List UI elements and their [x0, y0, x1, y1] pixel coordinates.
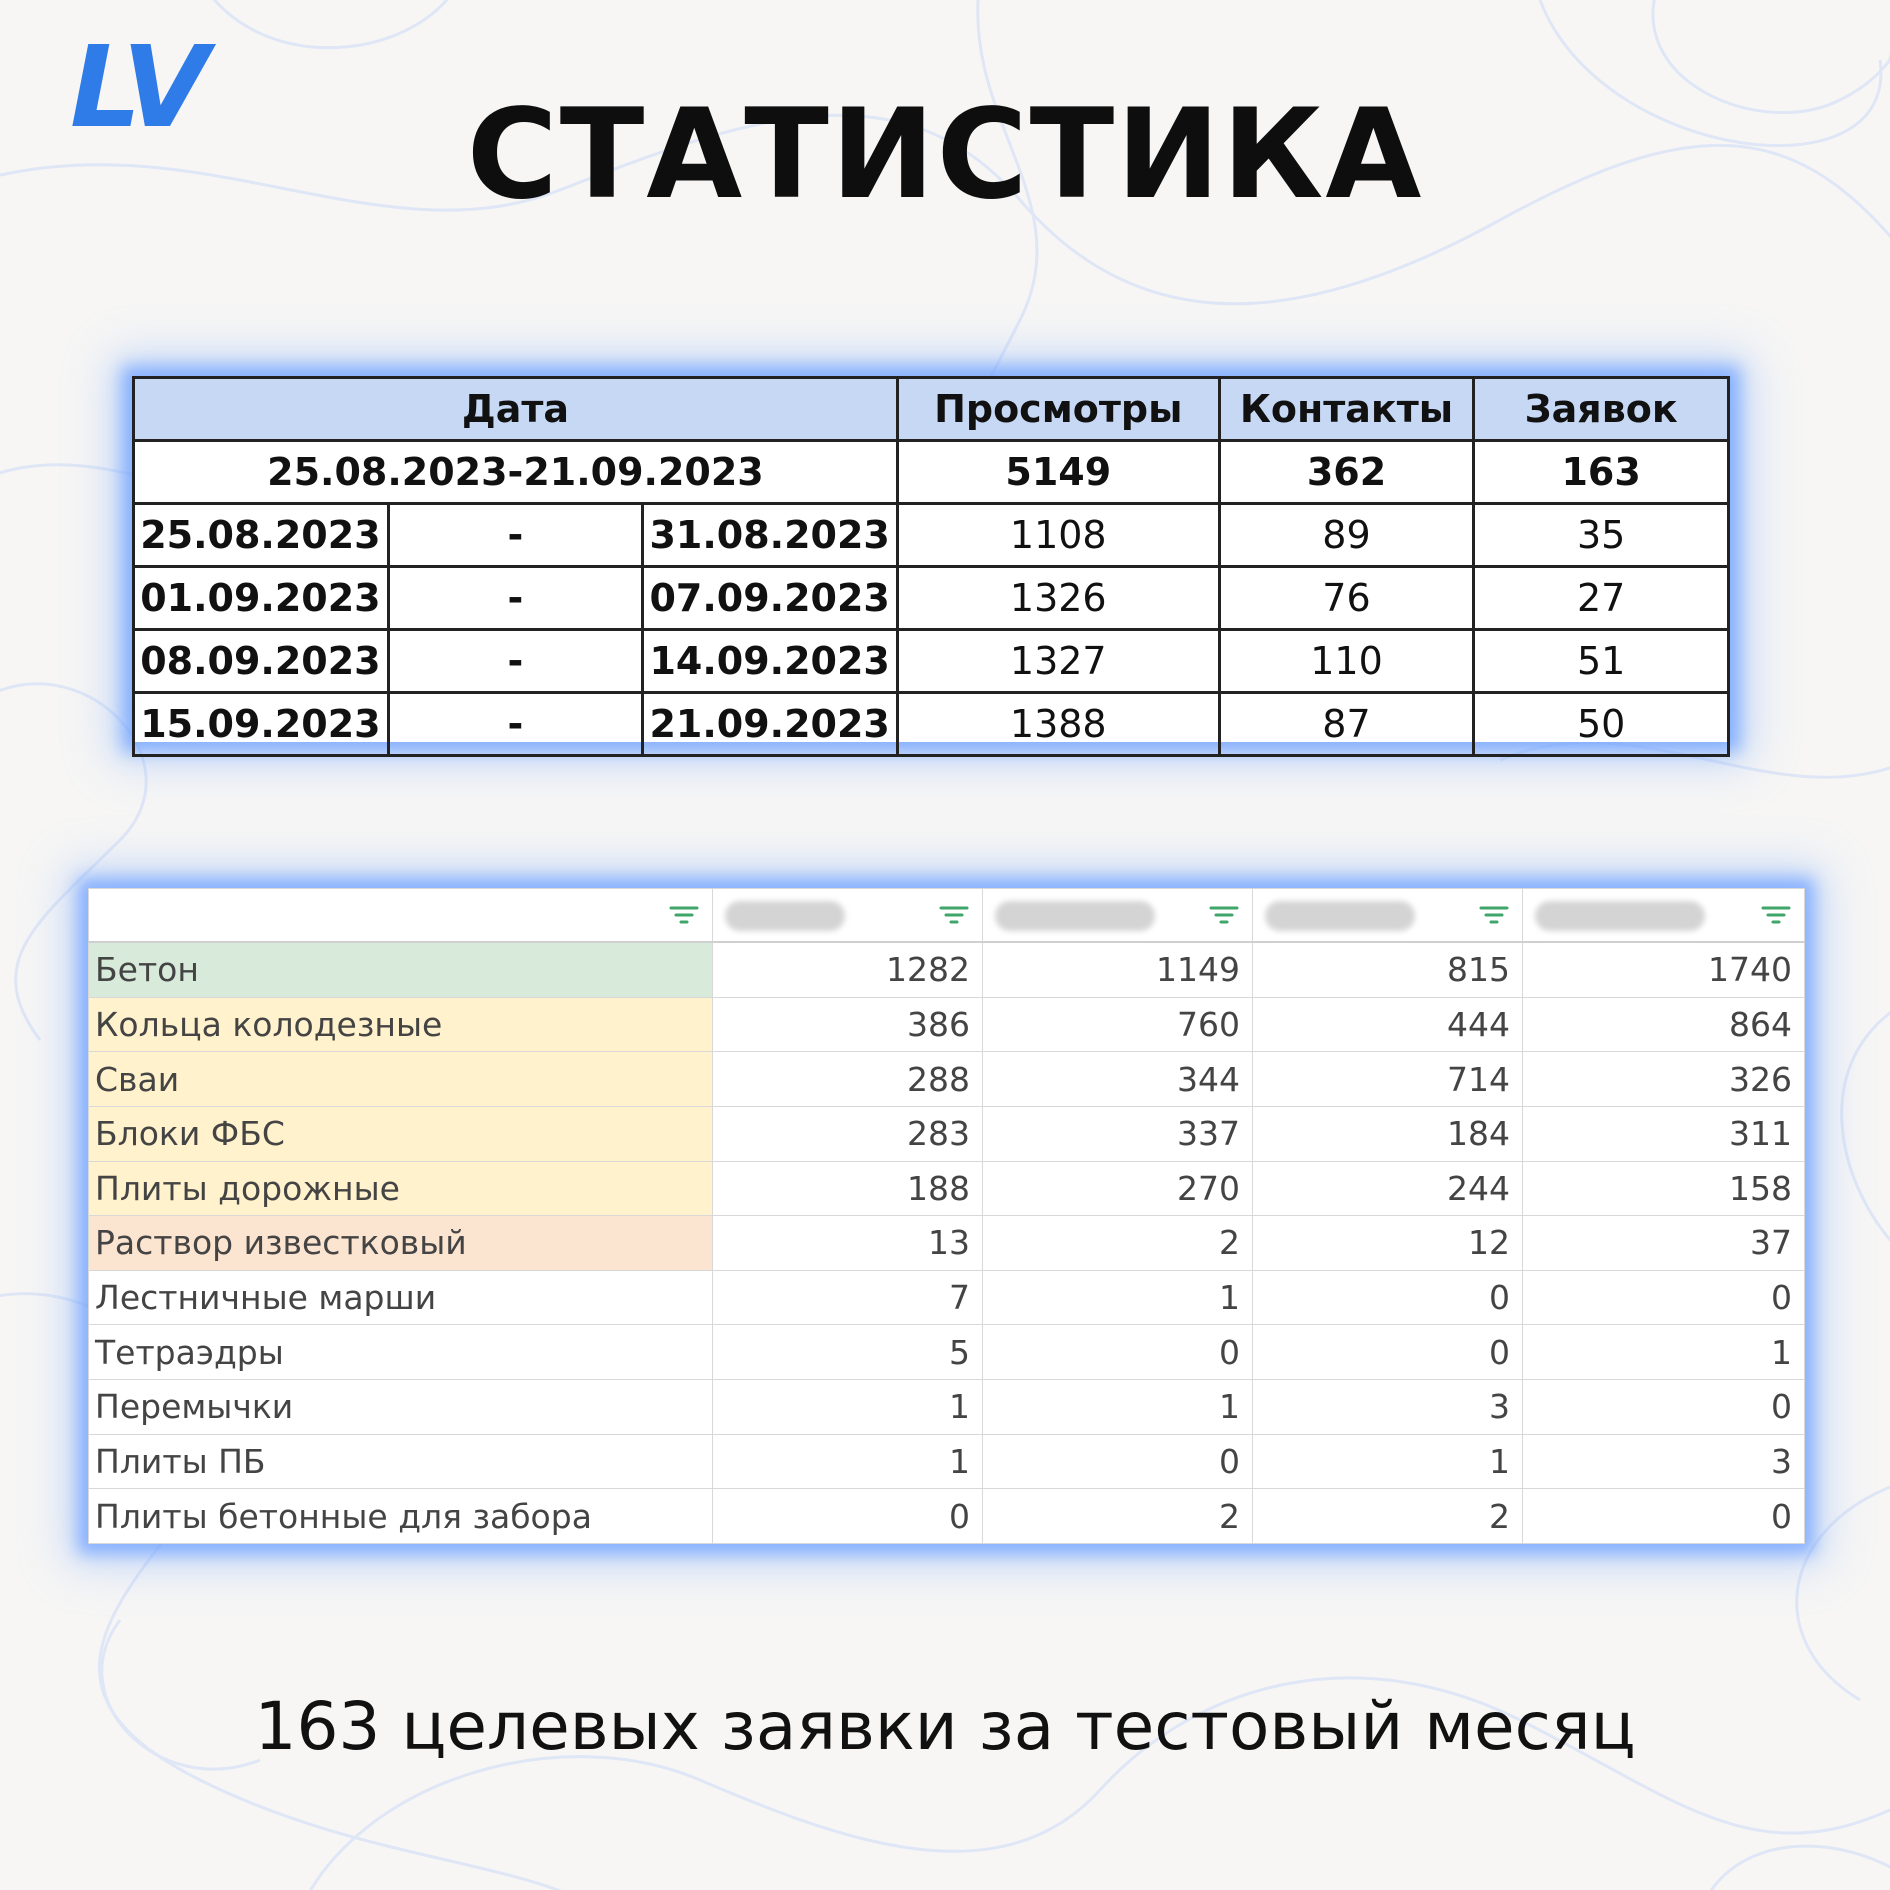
product-row: [89, 1325, 1805, 1380]
total-contacts: 362: [1219, 441, 1474, 504]
product-value: 37: [1523, 1216, 1805, 1271]
product-value: 7: [713, 1270, 983, 1325]
product-value: 1282: [713, 942, 983, 997]
week-end: 07.09.2023: [643, 567, 898, 630]
footer-caption: 163 целевых заявки за тестовый месяц: [254, 1688, 1636, 1765]
filter-icon[interactable]: [1760, 903, 1792, 927]
blurred-column-title: [1265, 901, 1415, 931]
product-name: Блоки ФБС: [89, 1106, 713, 1161]
product-row: [89, 1434, 1805, 1489]
product-name: Плиты бетонные для забора: [89, 1489, 713, 1544]
product-name: Плиты дорожные: [89, 1161, 713, 1216]
page-title: СТАТИСТИКА: [466, 83, 1424, 227]
week-requests: 50: [1474, 693, 1729, 756]
week-separator: -: [388, 504, 643, 567]
blurred-column-title: [725, 901, 845, 931]
week-views: 1388: [897, 693, 1219, 756]
product-value: 1: [983, 1270, 1253, 1325]
product-value: 2: [983, 1489, 1253, 1544]
product-name: Лестничные марши: [89, 1270, 713, 1325]
week-end: 14.09.2023: [643, 630, 898, 693]
week-start: 15.09.2023: [134, 693, 389, 756]
header-column-blurred: [983, 889, 1253, 943]
product-value: 244: [1253, 1161, 1523, 1216]
product-name: Перемычки: [89, 1380, 713, 1435]
product-value: 283: [713, 1106, 983, 1161]
product-value: 344: [983, 1052, 1253, 1107]
week-views: 1327: [897, 630, 1219, 693]
week-start: 01.09.2023: [134, 567, 389, 630]
product-name: Кольца колодезные: [89, 997, 713, 1052]
product-name: Плиты ПБ: [89, 1434, 713, 1489]
week-separator: -: [388, 567, 643, 630]
header-contacts: Контакты: [1219, 378, 1474, 441]
filter-icon[interactable]: [1208, 903, 1240, 927]
header-requests: Заявок: [1474, 378, 1729, 441]
week-views: 1108: [897, 504, 1219, 567]
product-value: 188: [713, 1161, 983, 1216]
header-column-blurred: [713, 889, 983, 943]
product-value: 184: [1253, 1106, 1523, 1161]
product-row: [89, 942, 1805, 997]
week-contacts: 89: [1219, 504, 1474, 567]
product-value: 1: [713, 1434, 983, 1489]
product-value: 2: [1253, 1489, 1523, 1544]
product-row: [89, 997, 1805, 1052]
product-value: 0: [1523, 1270, 1805, 1325]
header-column-blurred: [1523, 889, 1805, 943]
stats-week-row: [134, 567, 1729, 630]
product-name: Тетраэдры: [89, 1325, 713, 1380]
product-value: 2: [983, 1216, 1253, 1271]
product-row: [89, 1380, 1805, 1435]
total-views: 5149: [897, 441, 1219, 504]
product-value: 444: [1253, 997, 1523, 1052]
week-separator: -: [388, 630, 643, 693]
product-value: 1: [713, 1380, 983, 1435]
week-end: 21.09.2023: [643, 693, 898, 756]
filter-icon[interactable]: [668, 903, 700, 927]
products-table-card: [88, 888, 1804, 1544]
product-value: 1: [1253, 1434, 1523, 1489]
product-value: 311: [1523, 1106, 1805, 1161]
product-value: 0: [1523, 1489, 1805, 1544]
product-value: 12: [1253, 1216, 1523, 1271]
product-value: 0: [983, 1325, 1253, 1380]
products-header-row: [89, 889, 1805, 943]
product-value: 815: [1253, 942, 1523, 997]
week-start: 08.09.2023: [134, 630, 389, 693]
svg-text:LV: LV: [70, 28, 205, 140]
product-value: 0: [1253, 1325, 1523, 1380]
week-requests: 35: [1474, 504, 1729, 567]
filter-icon[interactable]: [938, 903, 970, 927]
product-value: 0: [713, 1489, 983, 1544]
product-value: 0: [1253, 1270, 1523, 1325]
blurred-column-title: [1535, 901, 1705, 931]
stats-header-row: [134, 378, 1729, 441]
week-separator: -: [388, 693, 643, 756]
week-start: 25.08.2023: [134, 504, 389, 567]
product-value: 13: [713, 1216, 983, 1271]
product-name: Раствор известковый: [89, 1216, 713, 1271]
week-requests: 27: [1474, 567, 1729, 630]
product-row: [89, 1270, 1805, 1325]
product-value: 337: [983, 1106, 1253, 1161]
week-contacts: 110: [1219, 630, 1474, 693]
week-contacts: 87: [1219, 693, 1474, 756]
product-value: 1: [983, 1380, 1253, 1435]
product-value: 288: [713, 1052, 983, 1107]
blurred-column-title: [995, 901, 1155, 931]
product-value: 1: [1523, 1325, 1805, 1380]
week-views: 1326: [897, 567, 1219, 630]
product-value: 0: [983, 1434, 1253, 1489]
product-value: 3: [1253, 1380, 1523, 1435]
product-value: 5: [713, 1325, 983, 1380]
product-value: 864: [1523, 997, 1805, 1052]
week-contacts: 76: [1219, 567, 1474, 630]
stats-table: [132, 376, 1730, 757]
product-value: 386: [713, 997, 983, 1052]
product-value: 270: [983, 1161, 1253, 1216]
header-date: Дата: [134, 378, 898, 441]
stats-table-card: [132, 376, 1730, 746]
header-product-name: [89, 889, 713, 943]
week-requests: 51: [1474, 630, 1729, 693]
product-value: 1149: [983, 942, 1253, 997]
product-row: [89, 1216, 1805, 1271]
product-value: 0: [1523, 1380, 1805, 1435]
product-row: [89, 1489, 1805, 1544]
header-views: Просмотры: [897, 378, 1219, 441]
product-value: 714: [1253, 1052, 1523, 1107]
total-requests: 163: [1474, 441, 1729, 504]
product-value: 158: [1523, 1161, 1805, 1216]
product-value: 326: [1523, 1052, 1805, 1107]
products-table: [88, 888, 1805, 1544]
product-name: Бетон: [89, 942, 713, 997]
total-period: 25.08.2023-21.09.2023: [134, 441, 898, 504]
product-value: 760: [983, 997, 1253, 1052]
product-row: [89, 1161, 1805, 1216]
product-name: Сваи: [89, 1052, 713, 1107]
product-value: 3: [1523, 1434, 1805, 1489]
product-row: [89, 1106, 1805, 1161]
header-column-blurred: [1253, 889, 1523, 943]
product-row: [89, 1052, 1805, 1107]
stats-week-row: [134, 630, 1729, 693]
stats-total-row: [134, 441, 1729, 504]
filter-icon[interactable]: [1478, 903, 1510, 927]
stats-week-row: [134, 504, 1729, 567]
stats-week-row: [134, 693, 1729, 756]
product-value: 1740: [1523, 942, 1805, 997]
week-end: 31.08.2023: [643, 504, 898, 567]
